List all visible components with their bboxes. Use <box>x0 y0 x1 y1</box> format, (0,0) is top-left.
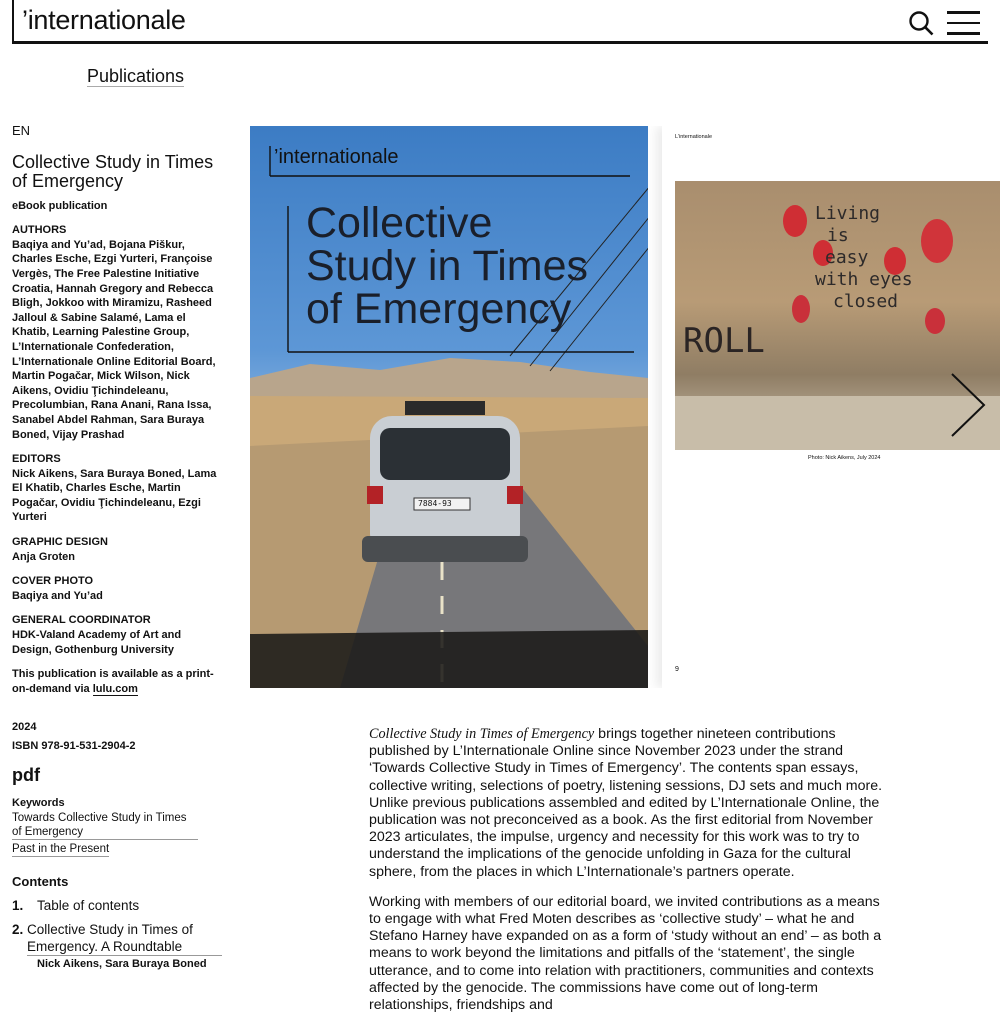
authors-label: AUTHORS <box>12 224 67 237</box>
page-running-header: L’internationale <box>675 134 713 140</box>
car-graphic <box>362 401 528 562</box>
publication-sidebar <box>12 124 222 973</box>
keywords-label: Keywords <box>12 797 65 810</box>
cover-photo-block <box>12 574 222 603</box>
graffiti-line: closed <box>833 291 899 312</box>
graffiti-text <box>815 203 913 313</box>
editors-list: Nick Aikens, Sara Buraya Boned, Lama El Khatib, Charles Esche, Martin Pogačar, Ovidiu Ţichindeleanu, Ezgi Yurteri <box>12 467 217 524</box>
language-switch[interactable]: EN <box>12 123 31 138</box>
publication-isbn: ISBN 978-91-531-2904-2 <box>12 740 136 752</box>
toc-item-number: 1. <box>12 898 24 914</box>
cover-photo-label: COVER PHOTO <box>12 575 94 588</box>
coordinator-label: GENERAL COORDINATOR <box>12 614 151 627</box>
toc-item[interactable] <box>12 897 222 914</box>
menu-icon[interactable] <box>947 11 980 35</box>
publication-preview-carousel[interactable] <box>225 126 1000 688</box>
keyword-link[interactable]: Past in the Present <box>12 842 110 855</box>
toc-item-authors: Nick Aikens, Sara Buraya Boned <box>37 958 207 971</box>
cover-photo-value: Baqiya and Yu’ad <box>12 589 103 602</box>
description-paragraph <box>369 726 884 881</box>
table-of-contents <box>12 897 222 973</box>
chevron-right-icon[interactable] <box>948 372 988 438</box>
photo-caption: Photo: Nick Aikens, July 2024 <box>808 455 881 461</box>
section-link-publications[interactable]: Publications <box>87 66 185 86</box>
cover-title-line: of Emergency <box>306 285 572 333</box>
toc-item[interactable] <box>12 921 222 956</box>
coordinator-block <box>12 613 222 657</box>
coordinator-value: HDK-Valand Academy of Art and Design, Gothenburg University <box>12 629 182 656</box>
cover-title <box>306 199 588 333</box>
design-value: Anja Groten <box>12 550 75 563</box>
editors-block <box>12 452 222 525</box>
keyword-link[interactable]: Towards Collective Study in Times of Emergency <box>12 811 198 840</box>
graffiti-line: with eyes <box>815 269 913 290</box>
editors-label: EDITORS <box>12 453 61 466</box>
page-number: 9 <box>675 666 679 673</box>
car-license-plate: 7884-93 <box>418 499 452 508</box>
toc-item-title[interactable]: Collective Study in Times of Emergency. A Roundtable <box>27 921 222 956</box>
availability-text: This publication is available as a print-on-demand via <box>12 668 214 695</box>
publication-subtitle: eBook publication <box>12 199 108 212</box>
graffiti-line: Living <box>815 203 881 224</box>
site-logo[interactable]: ’internationale <box>22 5 186 35</box>
contents-label: Contents <box>12 873 69 889</box>
design-label: GRAPHIC DESIGN <box>12 536 108 549</box>
cover-title-line: Collective <box>306 199 493 247</box>
availability-note <box>12 667 222 696</box>
toc-item-title[interactable]: Table of contents <box>37 898 140 914</box>
graffiti-line: is <box>827 225 849 246</box>
graffiti-line: easy <box>825 247 869 268</box>
publication-title: Collective Study in Times of Emergency <box>12 151 214 191</box>
design-block <box>12 535 222 564</box>
publication-year: 2024 <box>12 721 37 734</box>
paragraph-text: brings together nineteen contributions published by L’Internationale Online since November 2023 under the strand ‘Towards Collective Study in Times of Emergency’. The contents span essays, collective writing, selections of poetry, listening sessions, DJ sets and much more. Unlike previous publications assembled and edited by L’Internationale Online, the publication was not preconceived as a book. As the first editorial from November 2023 articulates, the impulse, urgency and necessity for this work was to try to understand the implications of the genocide unfolding in Gaza for the cultural sphere, from the places in which L’Internationale’s partners operate. <box>369 726 883 880</box>
cover-logo: ’internationale <box>274 146 399 168</box>
publication-title-inline: Collective Study in Times of Emergency <box>369 726 595 742</box>
search-icon[interactable] <box>908 10 934 36</box>
lulu-link[interactable]: lulu.com <box>92 682 138 695</box>
publication-description <box>369 726 884 1027</box>
pdf-download-link[interactable]: pdf <box>12 764 40 785</box>
cover-image <box>250 126 648 688</box>
site-header <box>12 0 988 44</box>
toc-item-number: 2. <box>12 922 24 938</box>
authors-block <box>12 223 222 442</box>
graffiti-text: ROLL <box>683 321 765 361</box>
cover-title-line: Study in Times <box>306 242 588 290</box>
authors-list: Baqiya and Yu’ad, Bojana Piškur, Charles Esche, Ezgi Yurteri, Françoise Vergès, The Free Palestine Initiative Croatia, Hannah Gregory and Rebecca Bligh, Jokkoo with Miramizu, Rasheed Jalloul & Sabine Salamé, Lama el Khatib, Learning Palestine Group, L’Internationale Confederation, L’Internationale Online Editorial Board, Martin Pogačar, Mick Wilson, Nick Aikens, Ovidiu Ţichindeleanu, Precolumbian, Rana Anani, Rana Issa, Sanabel Abdel Rahman, Sara Buraya Boned, Vijay Prashad <box>12 238 216 441</box>
description-paragraph: Working with members of our editorial board, we invited contributions as a means to engage with what Fred Moten describes as ‘collective study’ – what he and Stefano Harney have expanded on as a form of ‘study without an end’ – as both a means to work beyond the limitations and pitfalls of the ‘statement’, the single utterance, and to come into relation with practitioners, communities and contexts affected by the genocide. The commissions have come out of long-term relationships, friendships and <box>369 893 882 1014</box>
